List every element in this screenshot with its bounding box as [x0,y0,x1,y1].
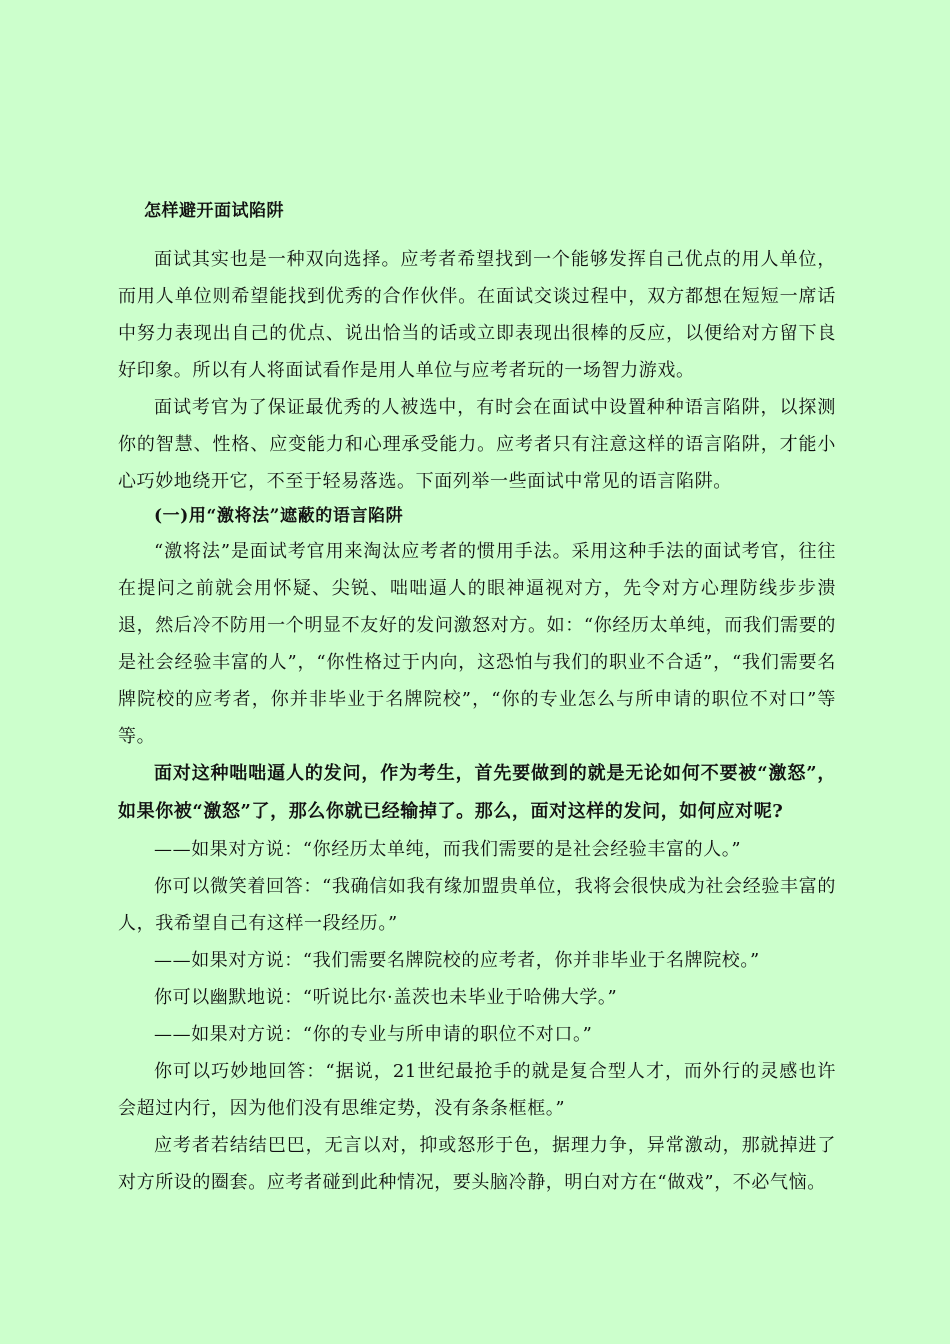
section-heading: (一)用“激将法”遮蔽的语言陷阱 [154,506,404,526]
dialogue-answer-2: 你可以幽默地说：“听说比尔·盖茨也未毕业于哈佛大学。” [154,987,618,1008]
paragraph-emphasis: 面对这种咄咄逼人的发问，作为考生，首先要做到的就是无论如何不要被“激怒”，如果你被“激怒”了，那么你就已经输掉了。那么，面对这样的发问，如何应对呢? [118,763,836,822]
dialogue-question-2: ——如果对方说：“我们需要名牌院校的应考者，你并非毕业于名牌院校。” [154,950,760,971]
dialogue-answer-3: 你可以巧妙地回答：“据说，21世纪最抢手的就是复合型人才，而外行的灵感也许会超过内行，因为他们没有思维定势，没有条条框框。” [118,1061,836,1119]
dialogue-answer-1: 你可以微笑着回答：“我确信如我有缘加盟贵单位，我将会很快成为社会经验丰富的人，我希望自己有这样一段经历。” [118,876,836,934]
dialogue-question-1: ——如果对方说：“你经历太单纯，而我们需要的是社会经验丰富的人。” [154,839,742,860]
document-title: 怎样避开面试陷阱 [144,201,284,221]
paragraph-intro: 面试其实也是一种双向选择。应考者希望找到一个能够发挥自己优点的用人单位，而用人单位则希望能找到优秀的合作伙伴。在面试交谈过程中，双方都想在短短一席话中努力表现出自己的优点、说出恰当的话或立即表现出很棒的反应，以便给对方留下良好印象。所以有人将面试看作是用人单位与应考者玩的一场智力游戏。 [118,249,836,381]
dialogue-question-3: ——如果对方说：“你的专业与所申请的职位不对口。” [154,1024,593,1045]
paragraph-traps: 面试考官为了保证最优秀的人被选中，有时会在面试中设置种种语言陷阱，以探测你的智慧、性格、应变能力和心理承受能力。应考者只有注意这样的语言陷阱，才能小心巧妙地绕开它，不至于轻易落选。下面列举一些面试中常见的语言陷阱。 [118,397,836,492]
paragraph-provocation: “激将法”是面试考官用来淘汰应考者的惯用手法。采用这种手法的面试考官，往往在提问之前就会用怀疑、尖锐、咄咄逼人的眼神逼视对方，先令对方心理防线步步溃退，然后冷不防用一个明显不友好的发问激怒对方。如：“你经历太单纯，而我们需要的是社会经验丰富的人”，“你性格过于内向，这恐怕与我们的职业不合适”，“我们需要名牌院校的应考者，你并非毕业于名牌院校”，“你的专业怎么与所申请的职位不对口”等等。 [118,541,836,747]
paragraph-conclusion: 应考者若结结巴巴，无言以对，抑或怒形于色，据理力争，异常激动，那就掉进了对方所设的圈套。应考者碰到此种情况，要头脑冷静，明白对方在“做戏”，不必气恼。 [118,1135,836,1193]
